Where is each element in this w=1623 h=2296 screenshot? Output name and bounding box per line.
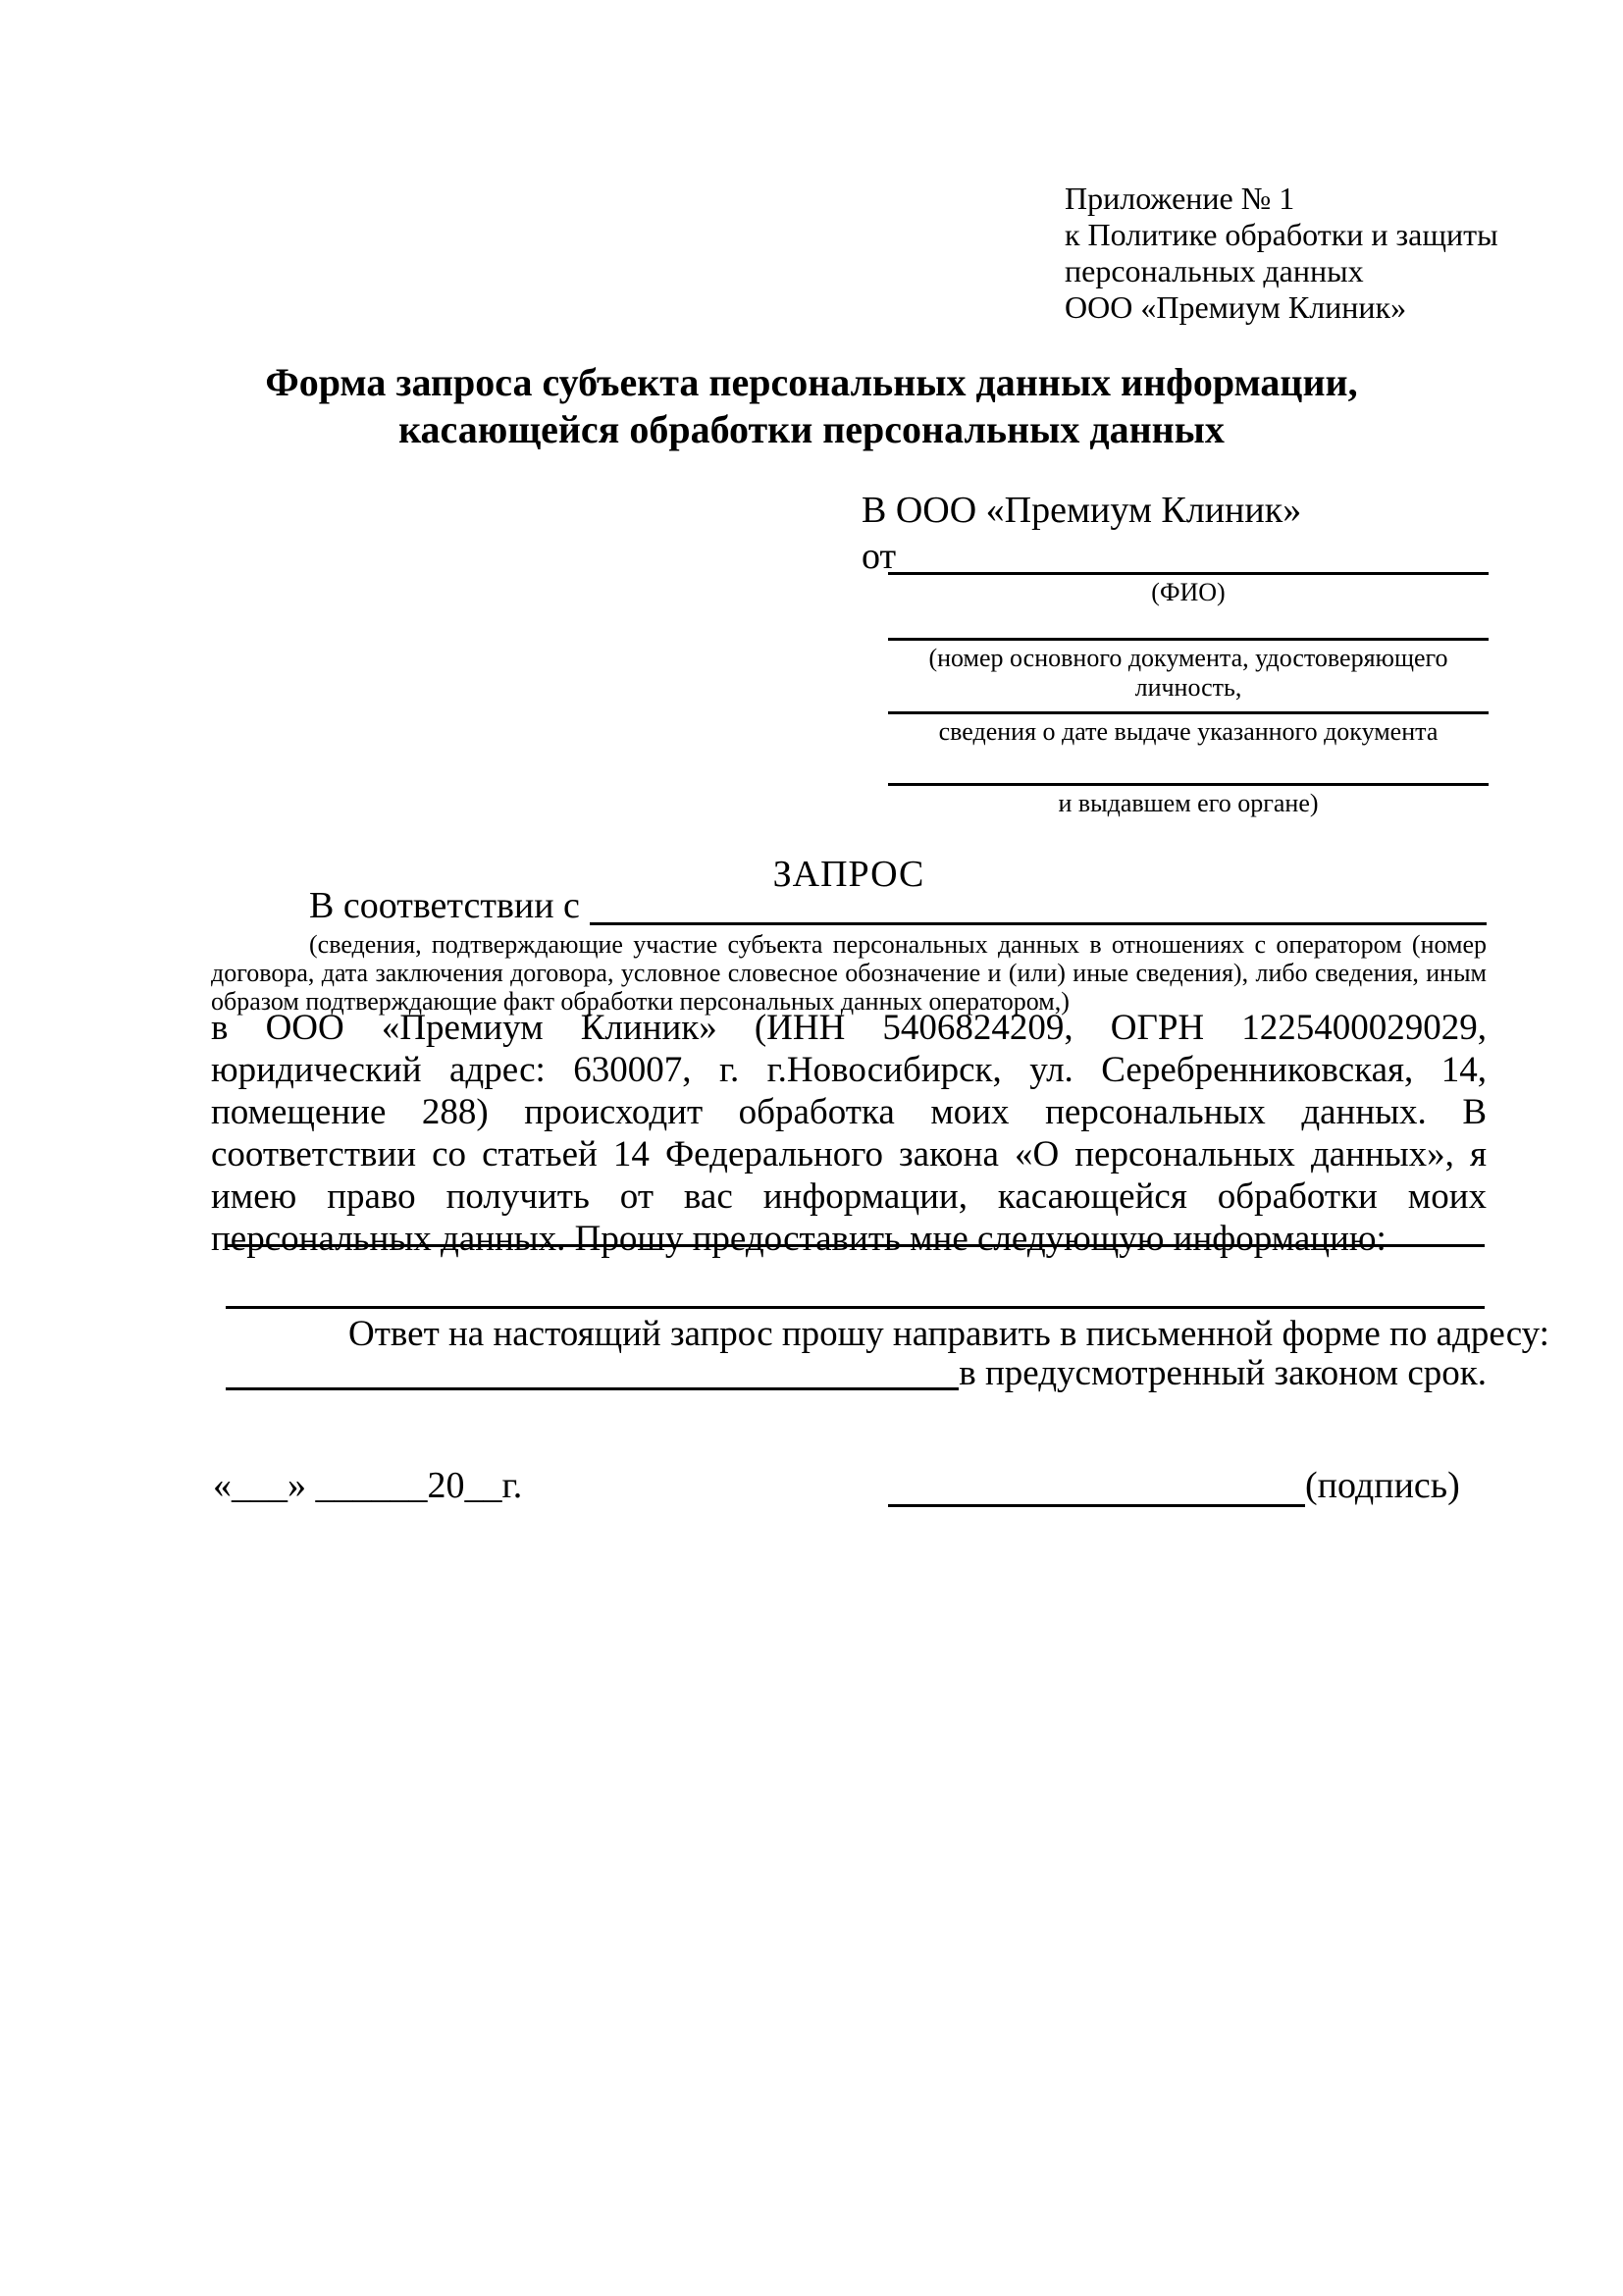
form-title-line-2: касающейся обработки персональных данных: [398, 407, 1225, 451]
reply-address-input-line[interactable]: [226, 1354, 959, 1390]
signature-group: [888, 1464, 1460, 1507]
accordance-input-line[interactable]: [590, 887, 1487, 925]
fio-field: [888, 572, 1489, 607]
date-field[interactable]: «___» ______20__г.: [213, 1465, 523, 1506]
reply-address-row: [226, 1352, 1487, 1394]
appendix-line-4: ООО «Премиум Клиник»: [1065, 289, 1407, 325]
date-signature-row: [213, 1464, 1489, 1511]
appendix-line-2: к Политике обработки и защиты: [1065, 217, 1498, 252]
issuing-authority-input-line[interactable]: [888, 783, 1489, 786]
signature-input-line[interactable]: [888, 1465, 1305, 1507]
requested-info-input-line-2[interactable]: [226, 1306, 1485, 1309]
form-title-line-1: Форма запроса субъекта персональных данных информации,: [265, 360, 1358, 404]
document-number-field: [888, 638, 1489, 703]
issuing-authority-field: [888, 783, 1489, 818]
request-body: в ООО «Премиум Клиник» (ИНН 5406824209, ОГРН 1225400029029, юридический адрес: 630007, г. г.Новосибирск, ул. Серебренниковская, 14, помещение 288) происходит обработка моих персональных данных. В соответствии со статьей 14 Федерального закона «О персональных данных», я имею право получить от вас информации, касающейся обработки моих персональных данных. Прошу предоставить мне следующую информацию:: [211, 1008, 1487, 1259]
document-number-caption: (номер основного документа, удостоверяющего личность,: [928, 644, 1448, 702]
document-issue-date-field: [888, 711, 1489, 747]
addressee-from-label: от: [862, 536, 897, 577]
reply-instruction-tail: в предусмотренный законом срок.: [959, 1353, 1487, 1393]
appendix-line-3: персональных данных: [1065, 253, 1364, 288]
appendix-block: [1065, 181, 1498, 326]
addressee-organization: В ООО «Премиум Клиник»: [862, 490, 1302, 531]
request-heading: ЗАПРОС: [772, 854, 925, 895]
accordance-row: [309, 886, 1487, 925]
appendix-line-1: Приложение № 1: [1065, 181, 1295, 216]
accordance-label: В соответствии с: [309, 885, 580, 926]
document-issue-date-caption: сведения о дате выдаче указанного документа: [938, 717, 1439, 746]
accordance-note: (сведения, подтверждающие участие субъекта персональных данных в отношениях с оператором (номер договора, дата заключения договора, условное словесное обозначение и (или) иные сведения), либо сведения, иным образом подтверждающие факт обработки персональных данных оператором,): [211, 930, 1487, 1016]
fio-input-line[interactable]: [888, 572, 1489, 575]
fio-caption: (ФИО): [1151, 578, 1226, 606]
reply-instruction: Ответ на настоящий запрос прошу направить в письменной форме по адресу:: [348, 1314, 1549, 1354]
signature-caption: (подпись): [1305, 1465, 1460, 1506]
issuing-authority-caption: и выдавшем его органе): [1058, 789, 1319, 817]
document-number-input-line[interactable]: [888, 638, 1489, 641]
requested-info-input-line-1[interactable]: [226, 1244, 1485, 1247]
form-title: [0, 359, 1623, 453]
document-issue-date-input-line[interactable]: [888, 711, 1489, 714]
